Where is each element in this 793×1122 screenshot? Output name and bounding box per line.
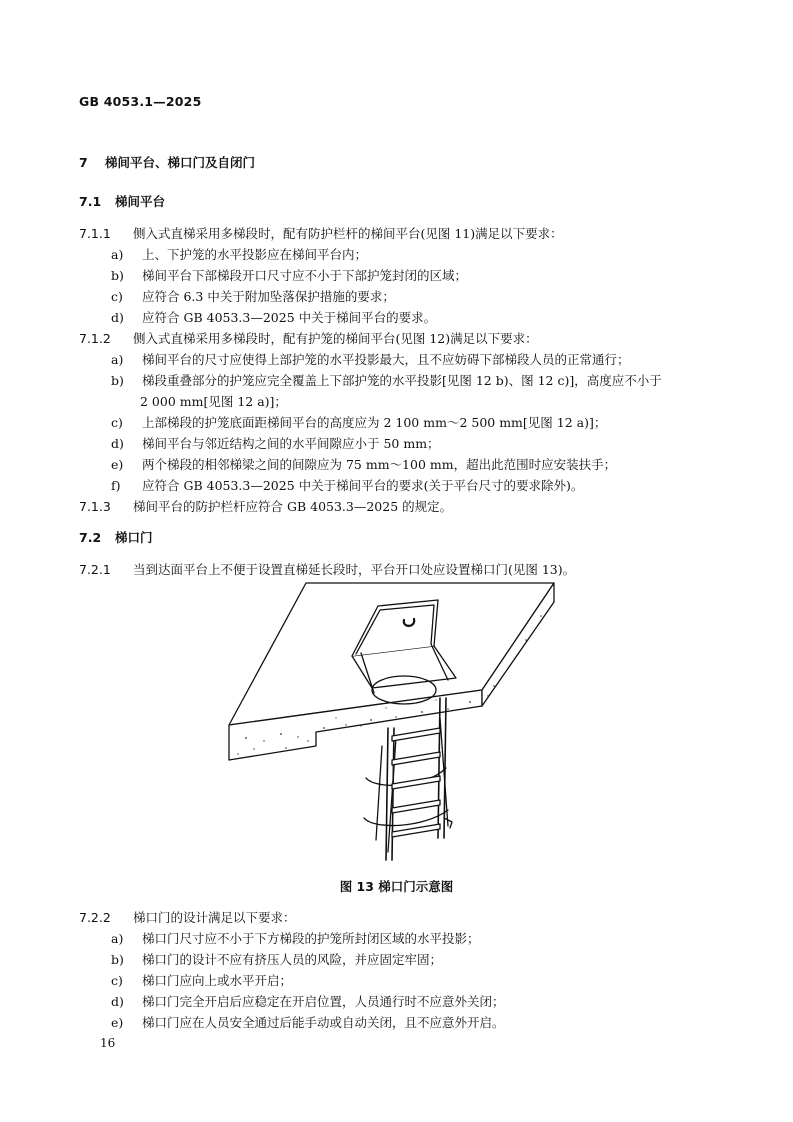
- item-label: e): [111, 1015, 124, 1030]
- list-item: [111, 992, 505, 1010]
- item-text: 梯间平台的尺寸应使得上部护笼的水平投影最大，且不应妨碍下部梯段人员的正常通行；: [142, 352, 630, 367]
- item-label: a): [111, 931, 124, 946]
- clause-text: 侧入式直梯采用多梯段时，配有护笼的梯间平台(见图 12)满足以下要求：: [133, 331, 538, 346]
- cage-bar: [376, 746, 382, 840]
- ladder-rail-right: [438, 698, 440, 838]
- item-label: c): [111, 973, 123, 988]
- item-label: d): [111, 994, 124, 1009]
- hatch-door-figure: [226, 578, 558, 864]
- clause-text: 梯间平台的防护栏杆应符合 GB 4053.3—2025 的规定。: [133, 499, 453, 514]
- page-number: 16: [100, 1036, 116, 1050]
- section-number: 7: [79, 155, 88, 170]
- list-item: [111, 287, 395, 305]
- ladder-rail-right-inner: [444, 698, 446, 838]
- list-item-continuation: 2 000 mm[见图 12 a)]；: [140, 394, 287, 409]
- list-item: [111, 434, 440, 452]
- list-item: [111, 350, 630, 368]
- ladder-rail-left-inner: [392, 728, 394, 860]
- item-text: 梯口门应向上或水平开启；: [142, 973, 293, 988]
- item-label: c): [111, 289, 123, 304]
- clause-7-1-1: [79, 224, 563, 242]
- item-label: f): [111, 478, 121, 493]
- clause-text: 当到达面平台上不便于设置直梯延长段时，平台开口处应设置梯口门(见图 13)。: [133, 562, 576, 577]
- ladder-rail-left: [386, 728, 388, 860]
- item-text: 梯间平台与邻近结构之间的水平间隙应小于 50 mm；: [142, 436, 440, 451]
- list-item: [111, 266, 467, 284]
- item-label: a): [111, 352, 124, 367]
- item-label: b): [111, 373, 124, 388]
- item-label: e): [111, 457, 124, 472]
- standard-header: GB 4053.1—2025: [79, 94, 202, 109]
- clause-text: 梯口门的设计满足以下要求：: [133, 910, 296, 925]
- item-text: 两个梯段的相邻梯梁之间的间隙应为 75 mm～100 mm，超出此范围时应安装扶手；: [142, 457, 617, 472]
- item-text: 梯口门尺寸应不小于下方梯段的护笼所封闭区域的水平投影；: [142, 931, 480, 946]
- figure-13-caption: 图 13 梯口门示意图: [339, 879, 454, 894]
- item-label: b): [111, 952, 124, 967]
- clause-number: 7.2.2: [79, 910, 111, 925]
- item-text: 应符合 GB 4053.3—2025 中关于梯间平台的要求(关于平台尺寸的要求除外)。: [142, 478, 584, 493]
- list-item: [111, 971, 292, 989]
- list-item: [111, 308, 436, 326]
- section-7-heading: [79, 153, 255, 171]
- clause-number: 7.1.1: [79, 226, 111, 241]
- clause-7-1-2: [79, 329, 538, 347]
- ladder-rungs: [392, 728, 440, 837]
- item-text: 应符合 GB 4053.3—2025 中关于梯间平台的要求。: [142, 310, 437, 325]
- list-item: [111, 371, 662, 389]
- clause-number: 7.1.3: [79, 499, 111, 514]
- item-text: 梯口门应在人员安全通过后能手动或自动关闭，且不应意外开启。: [142, 1015, 505, 1030]
- list-item: [111, 929, 480, 947]
- list-item: [111, 455, 616, 473]
- item-label: a): [111, 247, 124, 262]
- list-item: [111, 1013, 505, 1031]
- item-label: d): [111, 436, 124, 451]
- item-text: 梯间平台下部梯段开口尺寸应不小于下部护笼封闭的区域；: [142, 268, 468, 283]
- subsection-number: 7.2: [79, 530, 102, 545]
- subsection-number: 7.1: [79, 194, 102, 209]
- subsection-title: 梯口门: [115, 530, 153, 545]
- item-text: 梯口门完全开启后应稳定在开启位置，人员通行时不应意外关闭；: [142, 994, 505, 1009]
- clause-7-2-2: [79, 908, 296, 926]
- list-item: [111, 245, 367, 263]
- list-item: [111, 413, 606, 431]
- item-text: 应符合 6.3 中关于附加坠落保护措施的要求；: [142, 289, 395, 304]
- clause-number: 7.1.2: [79, 331, 111, 346]
- subsection-7-1-heading: [79, 192, 165, 210]
- list-item: [111, 476, 583, 494]
- clause-number: 7.2.1: [79, 562, 111, 577]
- item-text: 梯段重叠部分的护笼应完全覆盖上下部护笼的水平投影[见图 12 b)、图 12 c)]，高度应不小于: [142, 373, 662, 388]
- item-label: d): [111, 310, 124, 325]
- subsection-7-2-heading: [79, 528, 153, 546]
- list-item: [111, 950, 442, 968]
- item-text: 上、下护笼的水平投影应在梯间平台内；: [142, 247, 368, 262]
- section-title: 梯间平台、梯口门及自闭门: [105, 155, 256, 170]
- item-label: c): [111, 415, 123, 430]
- clause-7-1-3: [79, 497, 452, 515]
- clause-7-2-1: [79, 560, 575, 578]
- clause-text: 侧入式直梯采用多梯段时，配有防护栏杆的梯间平台(见图 11)满足以下要求：: [133, 226, 563, 241]
- item-text: 梯口门的设计不应有挤压人员的风险，并应固定牢固；: [142, 952, 443, 967]
- subsection-title: 梯间平台: [115, 194, 166, 209]
- item-label: b): [111, 268, 124, 283]
- item-text: 上部梯段的护笼底面距梯间平台的高度应为 2 100 mm～2 500 mm[见图 12 a)]；: [142, 415, 607, 430]
